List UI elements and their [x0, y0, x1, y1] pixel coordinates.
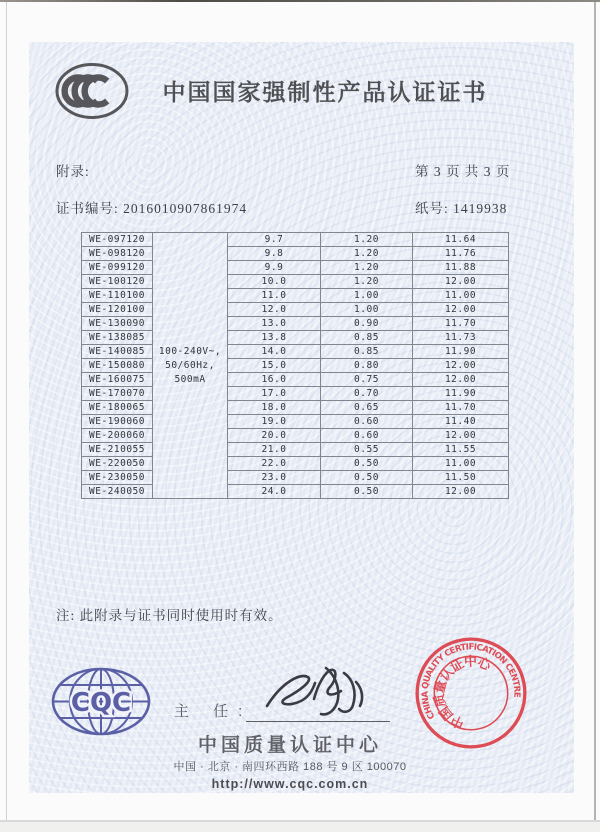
current-cell: 0.85	[321, 345, 413, 359]
table-row	[82, 401, 509, 415]
voltage-cell: 10.0	[228, 275, 321, 289]
model-cell: WE-170070	[82, 387, 153, 401]
ccc-mark-icon	[54, 62, 130, 120]
certificate-number-value: 2016010907861974	[123, 201, 248, 216]
power-cell: 12.00	[413, 429, 509, 443]
scan-top-edge	[0, 0, 600, 2]
power-cell: 12.00	[413, 359, 509, 373]
appendix-spec-table	[81, 232, 509, 499]
power-cell: 11.55	[413, 443, 509, 457]
model-cell: WE-220050	[82, 457, 153, 471]
current-cell: 0.70	[321, 387, 413, 401]
power-cell: 11.00	[413, 457, 509, 471]
power-cell: 11.70	[413, 317, 509, 331]
paper-number	[415, 197, 507, 217]
model-cell: WE-160075	[82, 373, 153, 387]
organization-address: 中国 · 北京 · 南四环西路 188 号 9 区 100070	[173, 761, 407, 773]
current-cell: 0.50	[321, 471, 413, 485]
table-row	[82, 275, 509, 289]
power-cell: 12.00	[413, 303, 509, 317]
voltage-cell: 11.0	[228, 289, 321, 303]
voltage-cell: 15.0	[228, 359, 321, 373]
current-cell: 0.90	[321, 317, 413, 331]
voltage-cell: 9.8	[228, 247, 321, 261]
seal-inner-text: 中国质量认证中心	[431, 653, 494, 732]
table-row	[82, 317, 509, 331]
power-cell: 11.50	[413, 471, 509, 485]
model-cell: WE-210055	[82, 443, 153, 457]
current-cell: 1.20	[321, 233, 413, 247]
scan-left-edge	[6, 2, 7, 822]
power-cell: 11.40	[413, 415, 509, 429]
power-cell: 12.00	[413, 275, 509, 289]
model-cell: WE-180065	[82, 401, 153, 415]
current-cell: 1.00	[321, 303, 413, 317]
electrical-spec-cell: 100-240V~, 50/60Hz, 500mA	[153, 233, 228, 499]
current-cell: 1.00	[321, 289, 413, 303]
table-row	[82, 485, 509, 499]
voltage-cell: 21.0	[228, 443, 321, 457]
current-cell: 1.20	[321, 261, 413, 275]
model-cell: WE-138085	[82, 331, 153, 345]
voltage-cell: 22.0	[228, 457, 321, 471]
table-row	[82, 429, 509, 443]
voltage-cell: 16.0	[228, 373, 321, 387]
model-cell: WE-098120	[82, 247, 153, 261]
model-cell: WE-110100	[82, 289, 153, 303]
page-title: 中国国家强制性产品认证证书	[162, 79, 488, 105]
model-cell: WE-190060	[82, 415, 153, 429]
current-cell: 0.55	[321, 443, 413, 457]
current-cell: 0.80	[321, 359, 413, 373]
signature-underline	[246, 721, 390, 722]
validity-note: 注: 此附录与证书同时使用时有效。	[56, 608, 283, 623]
power-cell: 12.00	[413, 485, 509, 499]
table-row	[82, 359, 509, 373]
current-cell: 0.50	[321, 457, 413, 471]
paper-number-label: 纸号:	[415, 201, 449, 216]
current-cell: 0.65	[321, 401, 413, 415]
power-cell: 11.88	[413, 261, 509, 275]
voltage-cell: 9.9	[228, 261, 321, 275]
current-cell: 1.20	[321, 247, 413, 261]
table-row	[82, 471, 509, 485]
power-cell: 11.64	[413, 233, 509, 247]
power-cell: 11.90	[413, 387, 509, 401]
current-cell: 0.60	[321, 415, 413, 429]
table-row	[82, 387, 509, 401]
power-cell: 11.90	[413, 345, 509, 359]
model-cell: WE-130090	[82, 317, 153, 331]
cqc-globe-icon	[50, 666, 152, 737]
voltage-cell: 13.8	[228, 331, 321, 345]
seal-ring-text: CHINA QUALITY CERTIFICATION CENTRE	[420, 642, 522, 721]
voltage-cell: 13.0	[228, 317, 321, 331]
voltage-cell: 20.0	[228, 429, 321, 443]
table-row	[82, 261, 509, 275]
table-row	[82, 345, 509, 359]
voltage-cell: 23.0	[228, 471, 321, 485]
power-cell: 11.70	[413, 401, 509, 415]
table-row	[82, 331, 509, 345]
model-cell: WE-240050	[82, 485, 153, 499]
organization-name: 中国质量认证中心	[197, 735, 382, 756]
table-row	[82, 457, 509, 471]
current-cell: 0.85	[321, 331, 413, 345]
model-cell: WE-099120	[82, 261, 153, 275]
voltage-cell: 19.0	[228, 415, 321, 429]
director-label: 主 任:	[174, 703, 253, 720]
website-url: http://www.cqc.com.cn	[211, 777, 369, 791]
table-row	[82, 415, 509, 429]
model-cell: WE-120100	[82, 303, 153, 317]
table-row	[82, 303, 509, 317]
voltage-cell: 9.7	[228, 233, 321, 247]
table-row	[82, 443, 509, 457]
current-cell: 0.75	[321, 373, 413, 387]
voltage-cell: 24.0	[228, 485, 321, 499]
voltage-cell: 17.0	[228, 387, 321, 401]
model-cell: WE-200060	[82, 429, 153, 443]
model-cell: WE-097120	[82, 233, 153, 247]
certificate-number-label: 证书编号:	[56, 201, 119, 216]
cqc-logo-text: CQC	[70, 688, 132, 718]
table-row	[82, 233, 509, 247]
scan-right-edge	[594, 2, 596, 820]
current-cell: 0.60	[321, 429, 413, 443]
certificate-number	[56, 197, 247, 217]
director-signature	[262, 664, 374, 722]
appendix-label: 附录:	[56, 164, 90, 179]
voltage-cell: 12.0	[228, 303, 321, 317]
power-cell: 12.00	[413, 373, 509, 387]
red-seal-stamp	[406, 628, 536, 758]
svg-text:CHINA QUALITY CERTIFICATION CE	[413, 634, 525, 721]
current-cell: 1.20	[321, 275, 413, 289]
power-cell: 11.00	[413, 289, 509, 303]
voltage-cell: 14.0	[228, 345, 321, 359]
model-cell: WE-140085	[82, 345, 153, 359]
voltage-cell: 18.0	[228, 401, 321, 415]
power-cell: 11.73	[413, 331, 509, 345]
scan-bed	[0, 822, 600, 832]
model-cell: WE-230050	[82, 471, 153, 485]
paper-number-value: 1419938	[453, 201, 508, 216]
table-row	[82, 247, 509, 261]
power-cell: 11.76	[413, 247, 509, 261]
page-number: 第 3 页 共 3 页	[415, 164, 511, 179]
current-cell: 0.50	[321, 485, 413, 499]
model-cell: WE-100120	[82, 275, 153, 289]
table-row	[82, 289, 509, 303]
table-row	[82, 373, 509, 387]
model-cell: WE-150080	[82, 359, 153, 373]
